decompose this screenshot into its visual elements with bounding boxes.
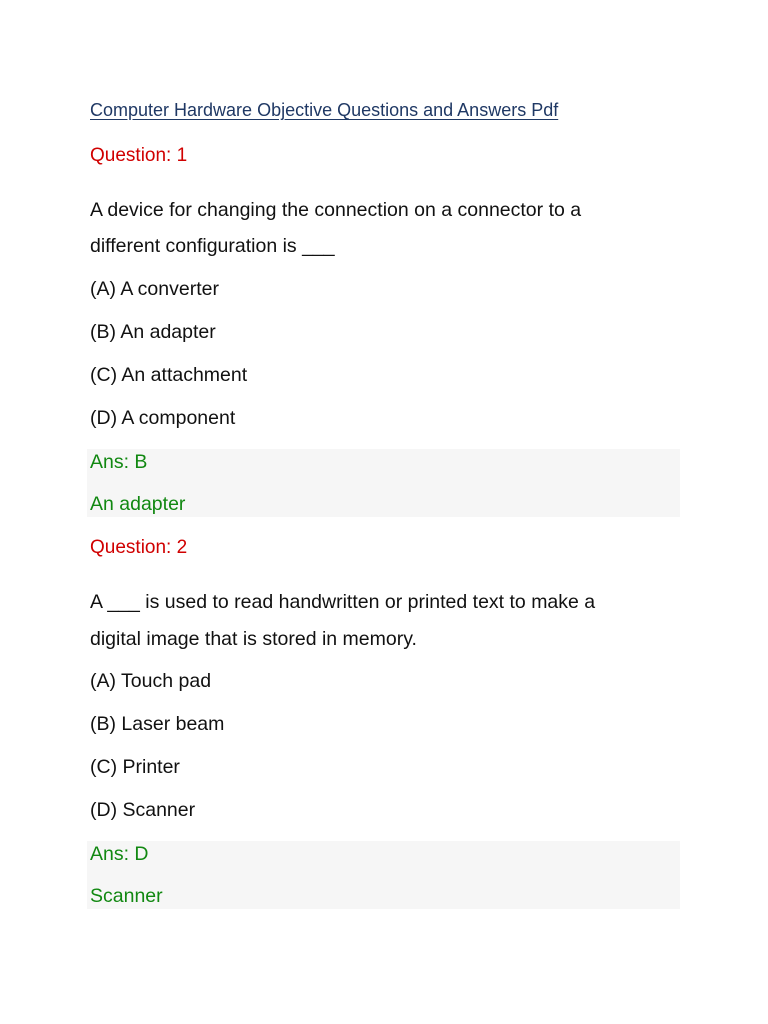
question-1-option-d: (D) A component bbox=[90, 407, 236, 429]
question-2-option-b: (B) Laser beam bbox=[90, 713, 225, 735]
question-1-option-b: (B) An adapter bbox=[90, 321, 216, 343]
question-2-answer: Ans: D bbox=[90, 843, 149, 865]
question-1-text-line-1: A device for changing the connection on a connector to a bbox=[90, 199, 582, 221]
question-2-answer-box bbox=[87, 841, 680, 909]
question-2-answer-text: Scanner bbox=[90, 885, 163, 907]
question-1-option-a: (A) A converter bbox=[90, 278, 219, 300]
question-1-option-c: (C) An attachment bbox=[90, 364, 248, 386]
question-2-option-a: (A) Touch pad bbox=[90, 670, 212, 692]
question-2-label: Question: 2 bbox=[90, 537, 188, 558]
question-2-text-line-1: A ___ is used to read handwritten or printed text to make a bbox=[90, 591, 596, 613]
question-2-option-d: (D) Scanner bbox=[90, 799, 196, 821]
question-2-text-line-2: digital image that is stored in memory. bbox=[90, 628, 417, 650]
question-1-text-line-2: different configuration is ___ bbox=[90, 235, 335, 257]
question-1-answer: Ans: B bbox=[90, 451, 148, 473]
question-1-label: Question: 1 bbox=[90, 145, 188, 166]
question-1-answer-text: An adapter bbox=[90, 493, 186, 515]
question-2-option-c: (C) Printer bbox=[90, 756, 180, 778]
document-title: Computer Hardware Objective Questions and Answers Pdf bbox=[90, 100, 559, 120]
